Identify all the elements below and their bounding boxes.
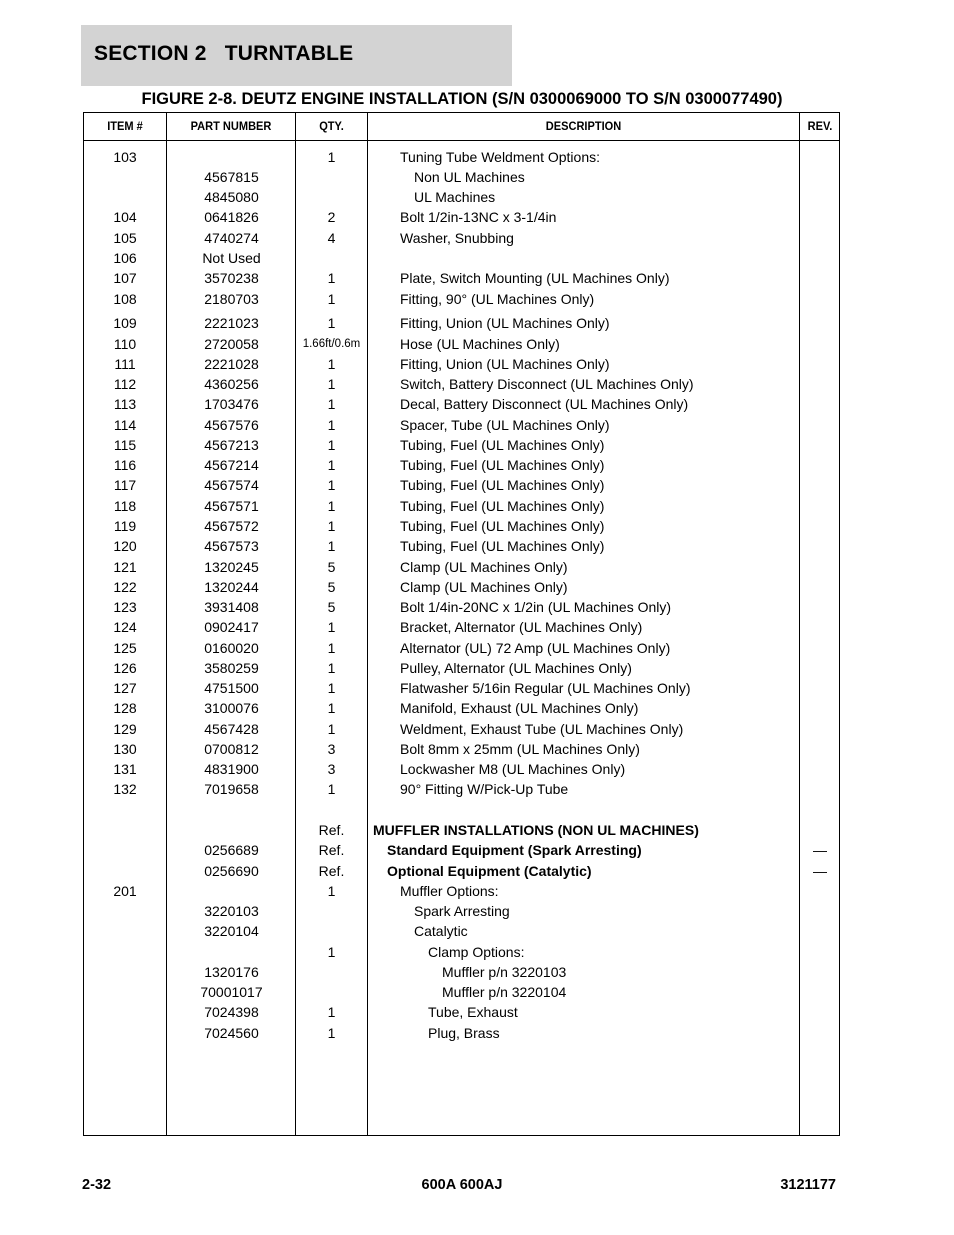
item-number: 115	[113, 437, 137, 453]
quantity: 1	[327, 437, 336, 453]
table-row	[84, 416, 839, 436]
table-row	[84, 517, 839, 537]
table-row	[84, 679, 839, 699]
description: Fitting, 90° (UL Machines Only)	[400, 291, 595, 307]
part-number: 4360256	[204, 376, 259, 392]
part-number: 1703476	[204, 396, 259, 412]
item-number: 117	[113, 477, 137, 493]
item-number: 132	[113, 781, 137, 797]
header-rev: REV.	[807, 119, 833, 133]
part-number: 4751500	[204, 680, 259, 696]
quantity: 1	[327, 680, 336, 696]
item-number: 201	[113, 883, 137, 899]
quantity: Ref.	[318, 863, 345, 879]
description: Weldment, Exhaust Tube (UL Machines Only)	[400, 721, 684, 737]
description: Bolt 8mm x 25mm (UL Machines Only)	[400, 741, 640, 757]
part-number: 2221028	[204, 356, 259, 372]
part-number: 0256690	[204, 863, 259, 879]
part-number: 0700812	[204, 741, 259, 757]
part-number: 4567571	[204, 498, 259, 514]
part-number: 0902417	[204, 619, 259, 635]
part-number: 1320176	[204, 964, 259, 980]
part-number: 4567573	[204, 538, 259, 554]
description: Tubing, Fuel (UL Machines Only)	[400, 538, 605, 554]
table-row	[84, 598, 839, 618]
item-number: 129	[113, 721, 137, 737]
description: Decal, Battery Disconnect (UL Machines Only)	[400, 396, 689, 412]
revision: —	[813, 842, 827, 858]
description: Plate, Switch Mounting (UL Machines Only)	[400, 270, 670, 286]
part-number: 4567428	[204, 721, 259, 737]
part-number: 1320245	[204, 559, 259, 575]
description: Clamp (UL Machines Only)	[400, 579, 568, 595]
quantity: 1	[327, 660, 336, 676]
header-part-number: PART NUMBER	[190, 119, 272, 133]
part-number: 3931408	[204, 599, 259, 615]
description: Spark Arresting	[414, 903, 510, 919]
part-number: 0160020	[204, 640, 259, 656]
part-number: 7024560	[204, 1025, 259, 1041]
description: Tubing, Fuel (UL Machines Only)	[400, 437, 605, 453]
part-number: 3220103	[204, 903, 259, 919]
quantity: 3	[327, 741, 336, 757]
description: 90° Fitting W/Pick-Up Tube	[400, 781, 569, 797]
table-row	[84, 355, 839, 375]
part-number: 4740274	[204, 230, 259, 246]
quantity: 1	[327, 721, 336, 737]
table-row	[84, 821, 839, 841]
section-title: SECTION 2 TURNTABLE	[94, 42, 354, 65]
part-number: 3570238	[204, 270, 259, 286]
table-row	[84, 841, 839, 861]
item-number: 109	[113, 315, 137, 331]
description: Catalytic	[414, 923, 468, 939]
quantity: 1	[327, 640, 336, 656]
table-row	[84, 558, 839, 578]
table-row	[84, 335, 839, 355]
page-number: 2-32	[82, 1177, 112, 1193]
item-number: 120	[113, 538, 137, 554]
table-row	[84, 168, 839, 188]
quantity: 2	[327, 209, 336, 225]
description: Manifold, Exhaust (UL Machines Only)	[400, 700, 639, 716]
item-number: 127	[113, 680, 137, 696]
quantity: 1	[327, 498, 336, 514]
description: Tuning Tube Weldment Options:	[400, 149, 600, 165]
quantity: 1	[327, 700, 336, 716]
part-number: 4831900	[204, 761, 259, 777]
header-qty: QTY.	[319, 119, 344, 133]
quantity: 1	[327, 270, 336, 286]
description: Fitting, Union (UL Machines Only)	[400, 315, 610, 331]
part-number: 3100076	[204, 700, 259, 716]
table-row	[84, 375, 839, 395]
quantity: 1	[327, 376, 336, 392]
quantity: 1	[327, 457, 336, 473]
quantity: 1	[327, 291, 336, 307]
table-row	[84, 1024, 839, 1044]
item-number: 106	[113, 250, 137, 266]
part-number: 4567213	[204, 437, 259, 453]
item-number: 124	[113, 619, 137, 635]
item-number: 121	[113, 559, 137, 575]
table-row	[84, 395, 839, 415]
quantity: 1	[327, 477, 336, 493]
table-row	[84, 229, 839, 249]
description: Washer, Snubbing	[400, 230, 514, 246]
table-row	[84, 456, 839, 476]
description: Switch, Battery Disconnect (UL Machines Only)	[400, 376, 694, 392]
table-row	[84, 148, 839, 168]
item-number: 104	[113, 209, 137, 225]
quantity: 1	[327, 396, 336, 412]
description: Non UL Machines	[414, 169, 525, 185]
table-row	[84, 497, 839, 517]
quantity: 5	[327, 559, 336, 575]
description: Spacer, Tube (UL Machines Only)	[400, 417, 610, 433]
quantity: Ref.	[318, 822, 345, 838]
table-row	[84, 578, 839, 598]
quantity: 1	[327, 619, 336, 635]
part-number: 4567214	[204, 457, 259, 473]
part-number: 2720058	[204, 336, 259, 352]
description: Pulley, Alternator (UL Machines Only)	[400, 660, 632, 676]
item-number: 110	[113, 336, 137, 352]
table-row	[84, 269, 839, 289]
description: Clamp Options:	[428, 944, 525, 960]
header-item: ITEM #	[107, 119, 143, 133]
description: Fitting, Union (UL Machines Only)	[400, 356, 610, 372]
table-row	[84, 249, 839, 269]
part-number: 4845080	[204, 189, 259, 205]
part-number: 0641826	[204, 209, 259, 225]
quantity: 4	[327, 230, 336, 246]
description: Optional Equipment (Catalytic)	[387, 863, 592, 879]
item-number: 122	[113, 579, 137, 595]
description: MUFFLER INSTALLATIONS (NON UL MACHINES)	[373, 822, 699, 838]
part-number: 3220104	[204, 923, 259, 939]
part-number: 1320244	[204, 579, 259, 595]
table-row	[84, 983, 839, 1003]
part-number: 0256689	[204, 842, 259, 858]
quantity: 1	[327, 1025, 336, 1041]
description: Bracket, Alternator (UL Machines Only)	[400, 619, 643, 635]
part-number: 4567572	[204, 518, 259, 534]
item-number: 111	[114, 356, 136, 372]
item-number: 131	[113, 761, 137, 777]
item-number: 114	[113, 417, 137, 433]
table-row	[84, 188, 839, 208]
document-number: 3121177	[780, 1177, 836, 1193]
part-number: 4567574	[204, 477, 259, 493]
table-row	[84, 208, 839, 228]
description: Tubing, Fuel (UL Machines Only)	[400, 498, 605, 514]
figure-title: FIGURE 2-8. DEUTZ ENGINE INSTALLATION (S/N 0300069000 TO S/N 0300077490)	[141, 90, 783, 108]
table-row	[84, 800, 839, 820]
description: Flatwasher 5/16in Regular (UL Machines Only)	[400, 680, 691, 696]
part-number: Not Used	[202, 250, 261, 266]
table-row	[84, 740, 839, 760]
description: Bolt 1/2in-13NC x 3-1/4in	[400, 209, 557, 225]
part-number: 2180703	[204, 291, 259, 307]
item-number: 118	[113, 498, 137, 514]
table-row	[84, 780, 839, 800]
item-number: 130	[113, 741, 137, 757]
description: Hose (UL Machines Only)	[400, 336, 560, 352]
table-row	[84, 963, 839, 983]
description: Tubing, Fuel (UL Machines Only)	[400, 457, 605, 473]
table-row	[84, 314, 839, 334]
item-number: 113	[113, 396, 137, 412]
quantity: 5	[327, 599, 336, 615]
table-row	[84, 659, 839, 679]
table-row	[84, 943, 839, 963]
item-number: 107	[113, 270, 137, 286]
table-row	[84, 1003, 839, 1023]
table-row	[84, 476, 839, 496]
header-divider	[84, 140, 839, 141]
parts-table	[83, 112, 840, 1136]
description: Tubing, Fuel (UL Machines Only)	[400, 477, 605, 493]
quantity: 5	[327, 579, 336, 595]
part-number: 4567815	[204, 169, 259, 185]
table-row	[84, 720, 839, 740]
description: Tube, Exhaust	[428, 1004, 518, 1020]
item-number: 116	[113, 457, 137, 473]
table-row	[84, 618, 839, 638]
quantity: 1	[327, 538, 336, 554]
item-number: 125	[113, 640, 137, 656]
quantity: 1	[327, 356, 336, 372]
item-number: 103	[113, 149, 137, 165]
quantity: 1	[327, 781, 336, 797]
item-number: 112	[113, 376, 137, 392]
table-row	[84, 699, 839, 719]
quantity: 1.66ft/0.6m	[302, 338, 361, 350]
description: Muffler Options:	[400, 883, 499, 899]
quantity: 1	[327, 1004, 336, 1020]
section-header	[81, 25, 512, 86]
quantity: 1	[327, 417, 336, 433]
part-number: 7024398	[204, 1004, 259, 1020]
table-row	[84, 537, 839, 557]
revision: —	[813, 863, 827, 879]
table-row	[84, 862, 839, 882]
description: Bolt 1/4in-20NC x 1/2in (UL Machines Only)	[400, 599, 672, 615]
description: Standard Equipment (Spark Arresting)	[387, 842, 642, 858]
item-number: 128	[113, 700, 137, 716]
description: Muffler p/n 3220103	[442, 964, 567, 980]
quantity: 1	[327, 944, 336, 960]
part-number: 3580259	[204, 660, 259, 676]
quantity: 1	[327, 518, 336, 534]
item-number: 119	[113, 518, 137, 534]
table-row	[84, 760, 839, 780]
part-number: 7019658	[204, 781, 259, 797]
quantity: 3	[327, 761, 336, 777]
description: Alternator (UL) 72 Amp (UL Machines Only)	[400, 640, 671, 656]
table-row	[84, 922, 839, 942]
model-number: 600A 600AJ	[421, 1177, 503, 1193]
description: Muffler p/n 3220104	[442, 984, 567, 1000]
description: Lockwasher M8 (UL Machines Only)	[400, 761, 626, 777]
item-number: 108	[113, 291, 137, 307]
description: UL Machines	[414, 189, 496, 205]
quantity: Ref.	[318, 842, 345, 858]
part-number: 70001017	[200, 984, 263, 1000]
item-number: 126	[113, 660, 137, 676]
table-row	[84, 290, 839, 310]
table-row	[84, 436, 839, 456]
header-description: DESCRIPTION	[545, 119, 622, 133]
table-row	[84, 902, 839, 922]
item-number: 123	[113, 599, 137, 615]
description: Clamp (UL Machines Only)	[400, 559, 568, 575]
item-number: 105	[113, 230, 137, 246]
table-row	[84, 639, 839, 659]
table-row	[84, 882, 839, 902]
part-number: 4567576	[204, 417, 259, 433]
part-number: 2221023	[204, 315, 259, 331]
description: Tubing, Fuel (UL Machines Only)	[400, 518, 605, 534]
quantity: 1	[327, 149, 336, 165]
description: Plug, Brass	[428, 1025, 500, 1041]
quantity: 1	[327, 315, 336, 331]
quantity: 1	[327, 883, 336, 899]
